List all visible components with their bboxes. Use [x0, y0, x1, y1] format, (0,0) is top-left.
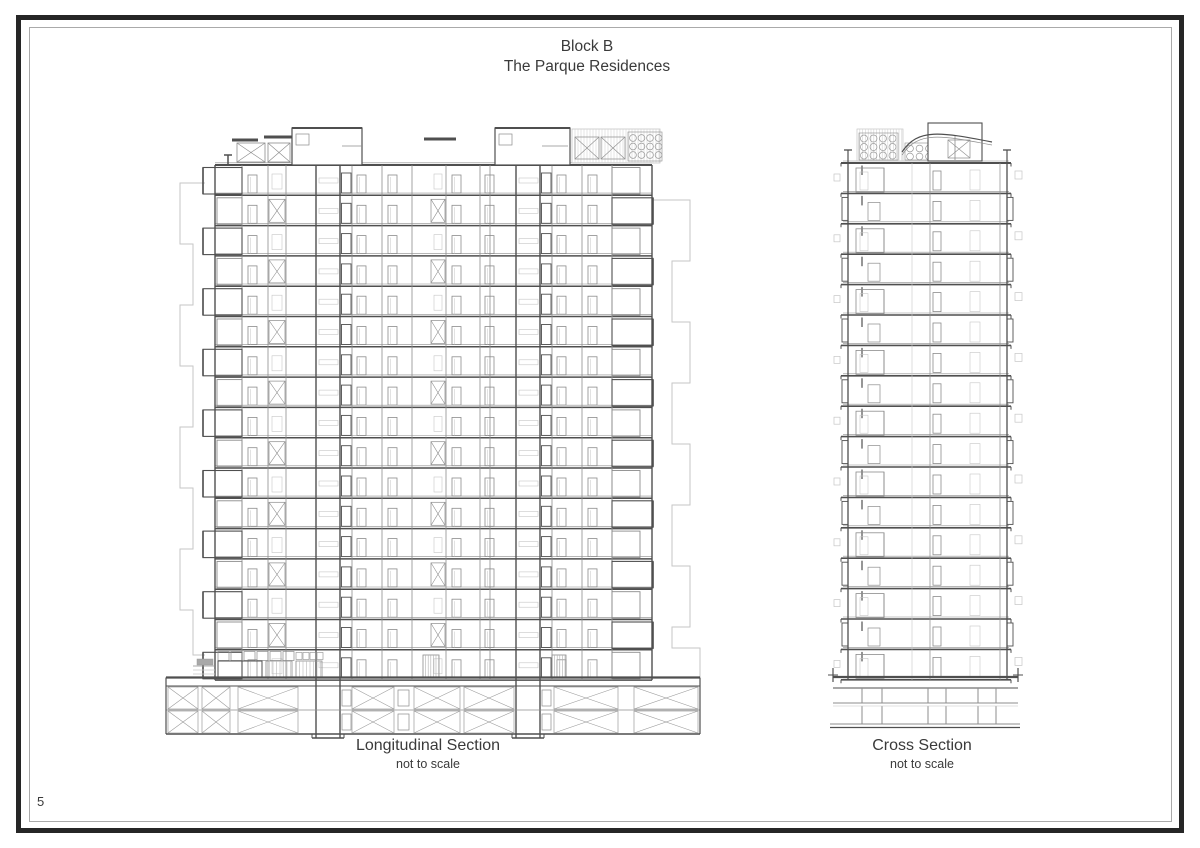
- drawing-title: [287, 37, 887, 77]
- cross-scale-note: not to scale: [890, 757, 954, 771]
- longitudinal-section-label: Longitudinal Section: [355, 737, 501, 754]
- longitudinal-scale-note: not to scale: [396, 757, 460, 771]
- page-number: 5: [37, 794, 45, 809]
- cross-section-label: Cross Section: [872, 737, 972, 754]
- title-line-1: Block B: [560, 38, 614, 55]
- title-line-2: The Parque Residences: [503, 58, 671, 75]
